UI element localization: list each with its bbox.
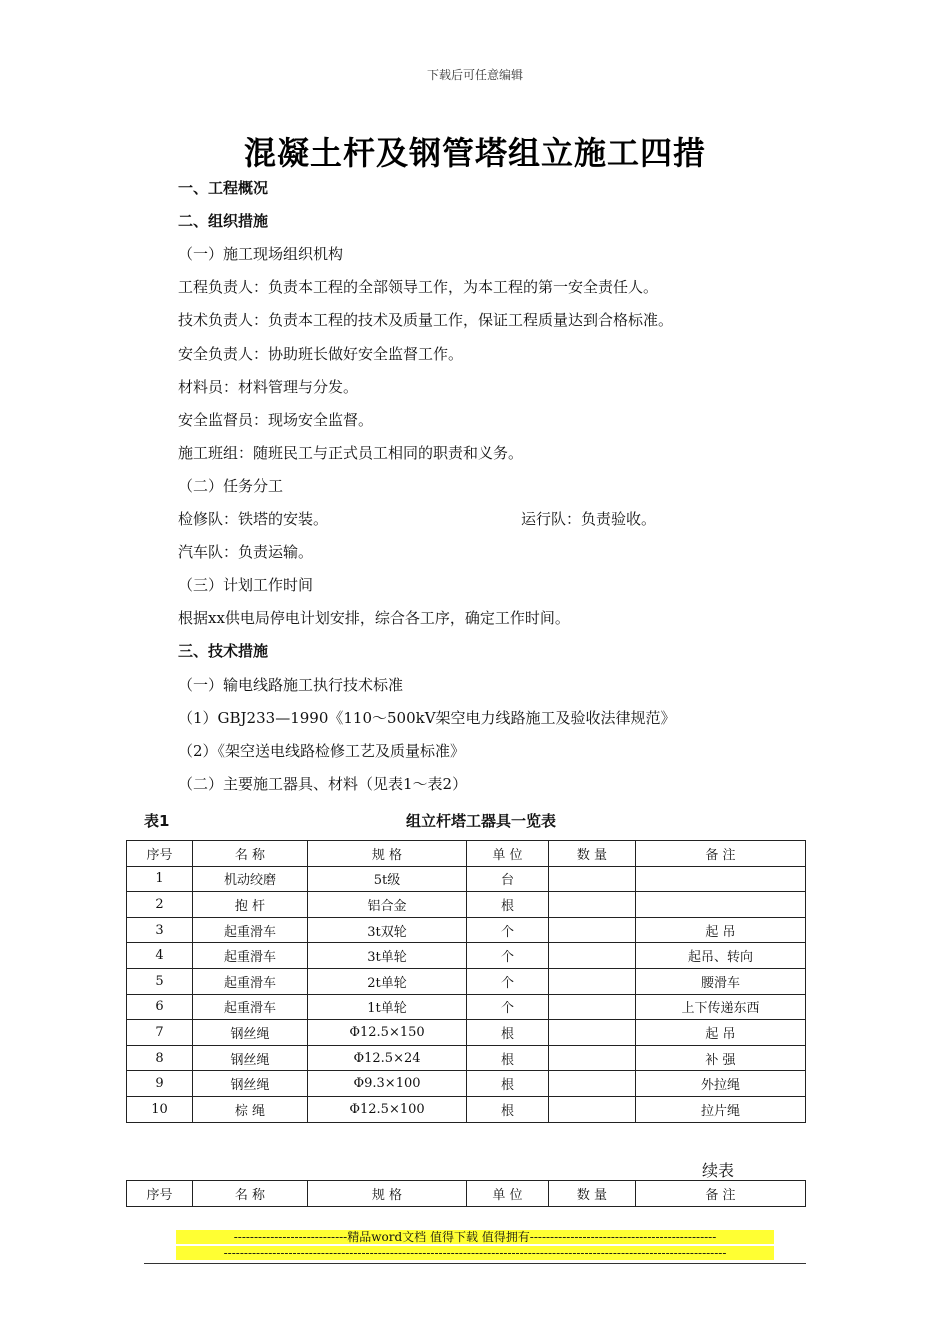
table-cell: 根: [467, 1096, 549, 1122]
table-cell: 根: [467, 892, 549, 918]
table-cell: 起重滑车: [193, 968, 308, 994]
text-line: （一）输电线路施工执行技术标准: [178, 675, 404, 694]
document-title: 混凝土杆及钢管塔组立施工四措: [243, 134, 706, 172]
table-cell: Φ12.5×24: [308, 1045, 467, 1071]
table-header-cell: 备 注: [636, 841, 806, 867]
table-cell: Φ12.5×150: [308, 1020, 467, 1046]
header-note: 下载后可任意编辑: [426, 68, 523, 82]
table-cell: [549, 943, 636, 969]
table-cell: 钢丝绳: [193, 1045, 308, 1071]
table-cell: 5t级: [308, 866, 467, 892]
table-cell: 2t单轮: [308, 968, 467, 994]
table-cell: 台: [467, 866, 549, 892]
text-line: 材料员：材料管理与分发。: [178, 377, 359, 396]
table-cell: 个: [467, 917, 549, 943]
table-cell: 补 强: [636, 1045, 806, 1071]
table-header-row: [127, 1181, 806, 1207]
table-cell: 个: [467, 943, 549, 969]
table-cell: 2: [127, 892, 193, 918]
table-cell: 3t单轮: [308, 943, 467, 969]
table-row: [127, 1071, 806, 1097]
table-cell: 根: [467, 1071, 549, 1097]
table-cell: 铝合金: [308, 892, 467, 918]
table-cell: 上下传递东西: [636, 994, 806, 1020]
table-cell: 9: [127, 1071, 193, 1097]
table-cell: 根: [467, 1020, 549, 1046]
table-cell: 棕 绳: [193, 1096, 308, 1122]
table-header-cell: 备 注: [636, 1181, 806, 1207]
table-cell: 起吊、转向: [636, 943, 806, 969]
table-header-cell: 单 位: [467, 841, 549, 867]
table-cell: 5: [127, 968, 193, 994]
table-cell: [549, 866, 636, 892]
text-line: 施工班组：随班民工与正式员工相同的职责和义务。: [178, 443, 524, 462]
table-cell: 7: [127, 1020, 193, 1046]
table-cell: 起重滑车: [193, 943, 308, 969]
table-cell: 起 吊: [636, 1020, 806, 1046]
table-cell: [549, 1020, 636, 1046]
table-cell: 钢丝绳: [193, 1020, 308, 1046]
table-row: [127, 968, 806, 994]
table-header-cell: 数 量: [549, 841, 636, 867]
text-line: 根据xx供电局停电计划安排，综合各工序，确定工作时间。: [178, 609, 570, 628]
text-line: （1）GBJ233—1990《110～500kV架空电力线路施工及验收法律规范》: [178, 708, 676, 727]
table-header-cell: 序号: [127, 841, 193, 867]
table-header-cell: 名 称: [193, 1181, 308, 1207]
text-line: （2）《架空送电线路检修工艺及质量标准》: [178, 741, 466, 760]
table-header-cell: 名 称: [193, 841, 308, 867]
table-title: 组立杆塔工器具一览表: [406, 812, 557, 830]
text-line: 二、组织措施: [178, 212, 269, 231]
table-cell: 8: [127, 1045, 193, 1071]
table-cell: [549, 994, 636, 1020]
table-row: [127, 866, 806, 892]
footer-banner-line2: ----------------------------------------------------------------------------------------------------------------------------: [176, 1246, 774, 1260]
table-row: [127, 1045, 806, 1071]
table-cell: [549, 1045, 636, 1071]
table-cell: [636, 892, 806, 918]
table-cell: 起重滑车: [193, 994, 308, 1020]
text-line: 三、技术措施: [178, 642, 269, 661]
footer-rule: [144, 1263, 806, 1264]
text-line: （三）计划工作时间: [178, 576, 314, 595]
table-cell: 3: [127, 917, 193, 943]
text-line: 技术负责人：负责本工程的技术及质量工作，保证工程质量达到合格标准。: [178, 311, 674, 330]
table-cell: 个: [467, 994, 549, 1020]
table-row: [127, 1020, 806, 1046]
table-cell: 抱 杆: [193, 892, 308, 918]
table-cell: 机动绞磨: [193, 866, 308, 892]
table-cell: 3t双轮: [308, 917, 467, 943]
text-line: （二）主要施工器具、材料（见表1～表2）: [178, 774, 468, 793]
table-cell: [549, 1096, 636, 1122]
text-line-right: 运行队：负责验收。: [521, 510, 657, 528]
table-cell: 4: [127, 943, 193, 969]
table-cell: 1t单轮: [308, 994, 467, 1020]
tools-table: [126, 840, 806, 1123]
table-cell: 10: [127, 1096, 193, 1122]
text-line: 安全监督员：现场安全监督。: [178, 410, 374, 429]
table-header-cell: 规 格: [308, 1181, 467, 1207]
table-cell: 钢丝绳: [193, 1071, 308, 1097]
text-line: 工程负责人：负责本工程的全部领导工作，为本工程的第一安全责任人。: [178, 278, 659, 297]
table-header-cell: 数 量: [549, 1181, 636, 1207]
table-row: [127, 1096, 806, 1122]
continued-label: 续表: [702, 1161, 735, 1180]
table-row: [127, 892, 806, 918]
table-header-cell: 规 格: [308, 841, 467, 867]
table-cell: 拉片绳: [636, 1096, 806, 1122]
table-cell: 6: [127, 994, 193, 1020]
table-header-row: [127, 841, 806, 867]
table-cell: 起 吊: [636, 917, 806, 943]
text-line: 一、工程概况: [178, 179, 269, 197]
table-cell: [549, 892, 636, 918]
table-cell: 腰滑车: [636, 968, 806, 994]
table-cell: 个: [467, 968, 549, 994]
table-header-cell: 单 位: [467, 1181, 549, 1207]
footer-banner-line1: ----------------------------精品word文档 值得下载 值得拥有----------------------------------------------: [176, 1230, 774, 1244]
table-cell: 1: [127, 866, 193, 892]
table-cell: [549, 1071, 636, 1097]
table-row: [127, 994, 806, 1020]
table-label: 表1: [144, 812, 170, 830]
table-cell: Φ12.5×100: [308, 1096, 467, 1122]
table-cell: 根: [467, 1045, 549, 1071]
table-cell: 外拉绳: [636, 1071, 806, 1097]
text-line: 检修队：铁塔的安装。: [178, 510, 329, 528]
text-line: （二）任务分工: [178, 476, 284, 495]
text-line: 安全负责人：协助班长做好安全监督工作。: [178, 344, 464, 363]
table-row: [127, 943, 806, 969]
table-cell: [549, 968, 636, 994]
table-cell: 起重滑车: [193, 917, 308, 943]
table-cell: Φ9.3×100: [308, 1071, 467, 1097]
table-row: [127, 917, 806, 943]
text-line: 汽车队：负责运输。: [178, 543, 314, 562]
table-header-cell: 序号: [127, 1181, 193, 1207]
text-line: （一）施工现场组织机构: [178, 245, 344, 264]
continued-table: [126, 1180, 806, 1207]
table-cell: [549, 917, 636, 943]
table-cell: [636, 866, 806, 892]
